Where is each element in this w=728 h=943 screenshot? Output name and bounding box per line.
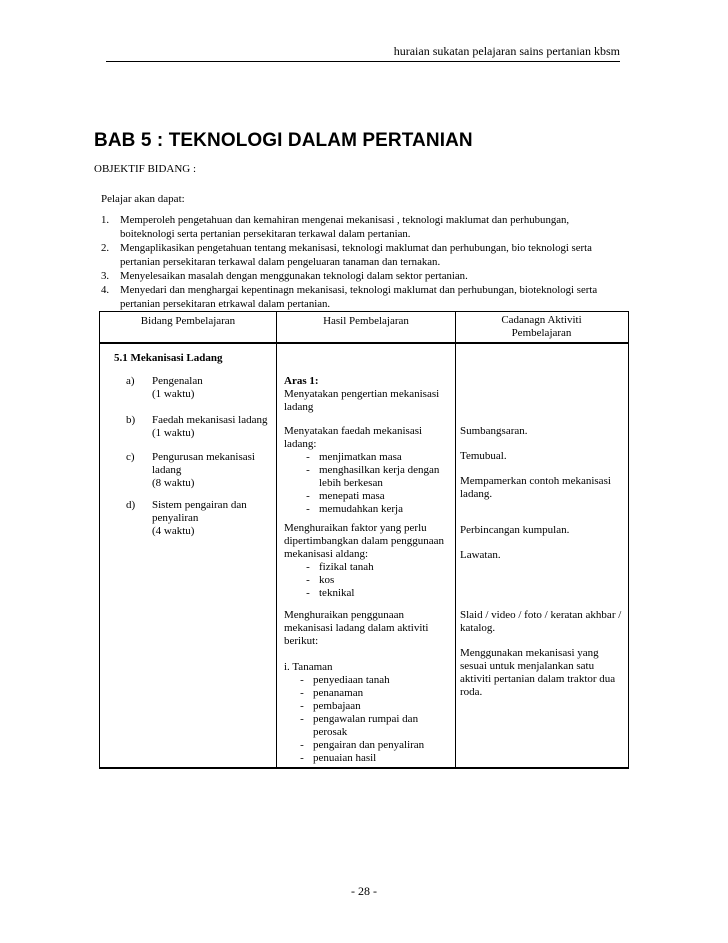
objective-number: 3. [101,270,110,282]
outcome-point: pengawalan rumpai dan [313,713,419,725]
topic-period: (8 waktu) [152,477,195,489]
outcome-text: Menghuraikan penggunaan [284,609,405,621]
objective-item [101,241,621,269]
activity-text: Mempamerkan contoh mekanisasi [460,475,611,487]
dash-bullet: - [300,687,304,699]
chapter-title: BAB 5 : TEKNOLOGI DALAM PERTANIAN [94,130,473,151]
activity-text: roda. [460,686,483,698]
dash-bullet: - [300,739,304,751]
column-divider [276,312,277,768]
dash-bullet: - [300,713,304,725]
outcome-text: dipertimbangkan dalam penggunaan [284,535,445,547]
outcome-text: Menyatakan pengertian mekanisasi [284,388,440,400]
syllabus-table [99,311,629,769]
dash-bullet: - [306,503,310,515]
activity-item [460,475,625,501]
topic-period: (4 waktu) [152,525,195,537]
topic-label: d) [126,499,136,511]
topic-period: (1 waktu) [152,427,195,439]
objective-number: 1. [101,214,110,226]
outcome-text: mekanisasi aldang: [284,548,369,560]
dash-bullet: - [306,574,310,586]
intro-text: Pelajar akan dapat: [101,193,185,205]
objective-text: Mengaplikasikan pengetahuan tentang mekanisasi, teknologi maklumat dan perhubungan, bio teknologi serta pertanian persekitaran terkawal dalam pengeluaran tanaman dan ternakan. [120,242,592,268]
topic-label: b) [126,414,136,426]
dash-bullet: - [306,451,310,463]
outcome-subheading: i. Tanaman [284,661,333,673]
dash-bullet: - [300,700,304,712]
outcome-text: Menghuraikan faktor yang perlu [284,522,427,534]
topic-label: a) [126,375,135,387]
outcome-point: menghasilkan kerja dengan [319,464,440,476]
topic-period: (1 waktu) [152,388,195,400]
header-aktiviti-line1: Cadanagn Aktiviti [501,314,582,326]
outcome-text: ladang: [284,438,317,450]
outcome-point: penyediaan tanah [313,674,390,686]
objective-item [101,213,621,241]
topic-item-a [126,375,276,401]
outcome-point: perosak [313,726,348,738]
objective-item [101,283,621,311]
topic-item-d [126,499,276,538]
header-hasil: Hasil Pembelajaran [323,315,409,327]
objectives-list [101,213,621,311]
outcome-point: pembajaan [313,700,361,712]
dash-bullet: - [300,752,304,764]
dash-bullet: - [306,490,310,502]
topic-item-c [126,451,276,490]
header-aktiviti [455,314,628,340]
activity-item [460,609,628,635]
outcome-block-4 [284,609,454,765]
outcome-point: penanaman [313,687,364,699]
outcome-point: memudahkan kerja [319,503,403,515]
dash-bullet: - [300,674,304,686]
objective-number: 4. [101,284,110,296]
activity-item: Temubual. [460,450,507,462]
activity-text: ladang. [460,488,493,500]
activity-item: Lawatan. [460,549,501,561]
activity-text: Menggunakan mekanisasi yang [460,647,599,659]
outcome-text: Menyatakan faedah mekanisasi [284,425,423,437]
outcome-text: ladang [284,401,314,413]
topic-text: Sistem pengairan dan [152,499,247,511]
topic-text: ladang [152,464,182,476]
topic-text: penyaliran [152,512,199,524]
objective-text: Menyelesaikan masalah dengan menggunakan teknologi dalam sektor pertanian. [120,270,468,282]
outcome-point: fizikal tanah [319,561,374,573]
topic-label: c) [126,451,135,463]
outcome-point: menepati masa [319,490,385,502]
dash-bullet: - [306,587,310,599]
topic-item-b [126,414,276,440]
outcome-block-3 [284,522,454,600]
outcome-block-1 [284,375,454,414]
outcome-block-2 [284,425,454,516]
outcome-point: penuaian hasil [313,752,377,764]
topic-text: Faedah mekanisasi ladang [152,414,268,426]
activity-item [460,647,628,699]
activity-item: Perbincangan kumpulan. [460,524,570,536]
outcome-point: lebih berkesan [319,477,383,489]
outcome-text: mekanisasi ladang dalam aktiviti [284,622,429,634]
header-aktiviti-line2: Pembelajaran [511,327,572,339]
outcome-point: pengairan dan penyaliran [313,739,425,751]
topic-text: Pengenalan [152,375,203,387]
outcome-point: menjimatkan masa [319,451,402,463]
column-divider [455,312,456,768]
running-header: huraian sukatan pelajaran sains pertanian kbsm [393,44,620,58]
objective-text: Memperoleh pengetahuan dan kemahiran mengenai mekanisasi , teknologi maklumat dan perhubungan, boiteknologi serta pertanian persekitaran terkawal dalam pertanian. [120,214,570,240]
objective-number: 2. [101,242,110,254]
objective-item [101,269,621,283]
activity-text: aktiviti pertanian dalam traktor dua [460,673,616,685]
dash-bullet: - [306,561,310,573]
dash-bullet: - [306,464,310,476]
aras-label: Aras 1: [284,375,319,387]
activity-text: sesuai untuk menjalankan satu [460,660,595,672]
section-title: 5.1 Mekanisasi Ladang [114,352,223,364]
outcome-point: teknikal [319,587,355,599]
outcome-text: berikut: [284,635,319,647]
table-header-row [100,312,628,344]
activity-text: katalog. [460,622,496,634]
outcome-point: kos [319,574,335,586]
objective-text: Menyedari dan menghargai kepentinagn mekanisasi, teknologi maklumat dan perhubungan, bioteknologi serta pertanian persekitaran etrkawal dalam pertanian. [120,284,598,310]
header-rule [106,61,620,62]
page-number: - 28 - [351,884,377,898]
activity-item: Sumbangsaran. [460,425,528,437]
objektif-label: OBJEKTIF BIDANG : [94,163,197,175]
activity-text: Slaid / video / foto / keratan akhbar / [460,609,622,621]
topic-text: Pengurusan mekanisasi [152,451,255,463]
header-bidang: Bidang Pembelajaran [140,315,236,327]
